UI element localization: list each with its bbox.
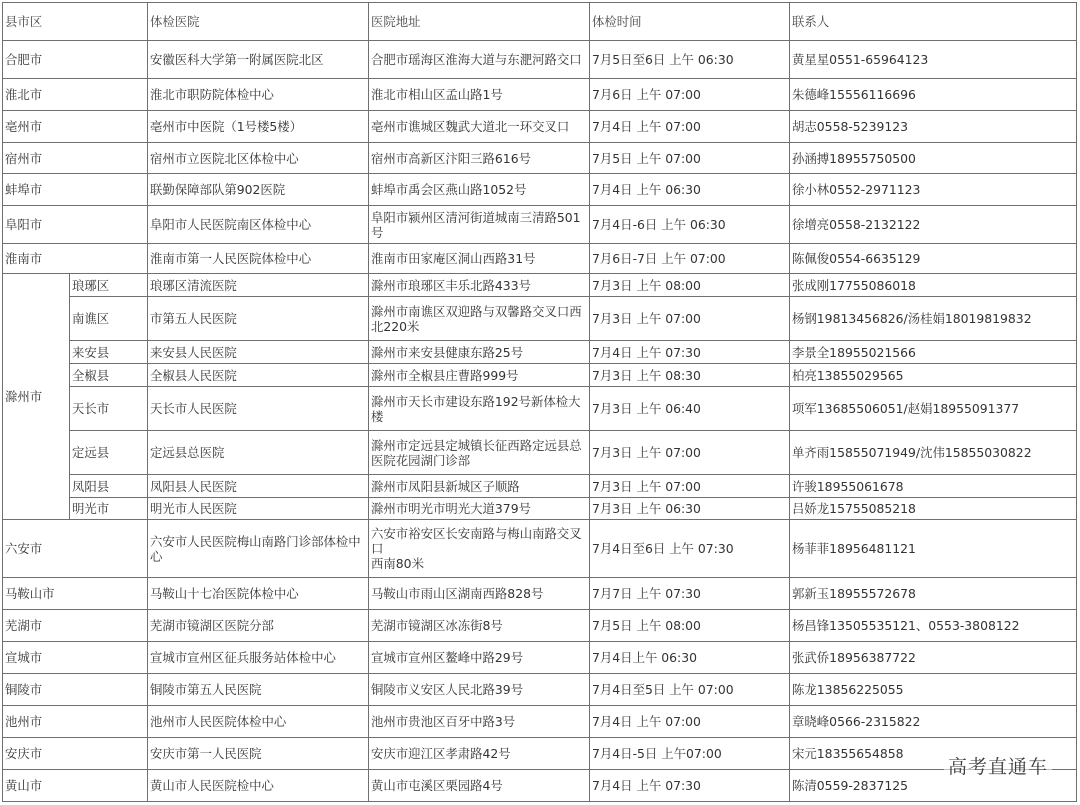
district-cell: 明光市 bbox=[70, 498, 148, 520]
contact-cell: 郭新玉18955572678 bbox=[790, 578, 1077, 610]
hospital-cell: 天长市人民医院 bbox=[148, 387, 369, 431]
district-cell: 全椒县 bbox=[70, 364, 148, 387]
table-row bbox=[3, 498, 1077, 520]
district-cell: 来安县 bbox=[70, 341, 148, 364]
city-cell: 黄山市 bbox=[3, 770, 148, 802]
table-row bbox=[3, 610, 1077, 642]
hospital-cell: 定远县总医院 bbox=[148, 431, 369, 475]
city-cell: 芜湖市 bbox=[3, 610, 148, 642]
time-cell: 7月4日-5日 上午07:00 bbox=[590, 738, 790, 770]
contact-cell: 朱德峰15556116696 bbox=[790, 79, 1077, 111]
hospital-cell: 宣城市宣州区征兵服务站体检中心 bbox=[148, 642, 369, 674]
city-cell: 铜陵市 bbox=[3, 674, 148, 706]
table-row bbox=[3, 387, 1077, 431]
hospital-cell: 铜陵市第五人民医院 bbox=[148, 674, 369, 706]
district-cell: 琅琊区 bbox=[70, 274, 148, 297]
city-cell: 六安市 bbox=[3, 520, 148, 578]
table-row bbox=[3, 41, 1077, 79]
time-cell: 7月6日 上午 07:00 bbox=[590, 79, 790, 111]
city-cell-chuzhou: 滁州市 bbox=[3, 274, 70, 520]
header-row bbox=[3, 3, 1077, 41]
city-cell: 安庆市 bbox=[3, 738, 148, 770]
city-cell: 宣城市 bbox=[3, 642, 148, 674]
table-row bbox=[3, 706, 1077, 738]
hospital-cell: 淮北市职防院体检中心 bbox=[148, 79, 369, 111]
city-cell: 阜阳市 bbox=[3, 206, 148, 244]
table-row bbox=[3, 244, 1077, 274]
city-cell: 亳州市 bbox=[3, 111, 148, 143]
district-cell: 定远县 bbox=[70, 431, 148, 475]
table-row bbox=[3, 642, 1077, 674]
district-cell: 凤阳县 bbox=[70, 475, 148, 498]
address-cell: 合肥市瑶海区淮海大道与东淝河路交口 bbox=[369, 41, 590, 79]
time-cell: 7月4日 上午 07:00 bbox=[590, 111, 790, 143]
city-cell: 合肥市 bbox=[3, 41, 148, 79]
hospital-cell: 安庆市第一人民医院 bbox=[148, 738, 369, 770]
hospital-cell: 芜湖市镜湖区医院分部 bbox=[148, 610, 369, 642]
time-cell: 7月4日 上午 07:00 bbox=[590, 706, 790, 738]
hospital-cell: 亳州市中医院（1号楼5楼） bbox=[148, 111, 369, 143]
table-row bbox=[3, 111, 1077, 143]
hospital-cell: 来安县人民医院 bbox=[148, 341, 369, 364]
table-row bbox=[3, 206, 1077, 244]
header-address: 医院地址 bbox=[369, 3, 590, 41]
time-cell: 7月5日 上午 08:00 bbox=[590, 610, 790, 642]
address-cell: 淮南市田家庵区洞山西路31号 bbox=[369, 244, 590, 274]
time-cell: 7月4日至6日 上午 07:30 bbox=[590, 520, 790, 578]
hospital-cell: 凤阳县人民医院 bbox=[148, 475, 369, 498]
contact-cell: 杨菲菲18956481121 bbox=[790, 520, 1077, 578]
hospital-cell: 宿州市立医院北区体检中心 bbox=[148, 143, 369, 174]
address-cell: 滁州市南谯区双迎路与双馨路交叉口西北220米 bbox=[369, 297, 590, 341]
contact-cell: 杨钢19813456826/汤桂娟18019819832 bbox=[790, 297, 1077, 341]
header-hospital: 体检医院 bbox=[148, 3, 369, 41]
table-row bbox=[3, 475, 1077, 498]
contact-cell: 胡志0558-5239123 bbox=[790, 111, 1077, 143]
hospital-cell: 明光市人民医院 bbox=[148, 498, 369, 520]
address-cell: 滁州市来安县健康东路25号 bbox=[369, 341, 590, 364]
table-row bbox=[3, 274, 1077, 297]
hospital-cell: 安徽医科大学第一附属医院北区 bbox=[148, 41, 369, 79]
contact-cell: 宋元18355654858 bbox=[790, 738, 1077, 770]
address-cell: 滁州市天长市建设东路192号新体检大楼 bbox=[369, 387, 590, 431]
time-cell: 7月3日 上午 08:30 bbox=[590, 364, 790, 387]
city-cell: 宿州市 bbox=[3, 143, 148, 174]
city-cell: 淮南市 bbox=[3, 244, 148, 274]
time-cell: 7月4日 上午 07:30 bbox=[590, 341, 790, 364]
address-cell: 池州市贵池区百牙中路3号 bbox=[369, 706, 590, 738]
hospital-cell: 阜阳市人民医院南区体检中心 bbox=[148, 206, 369, 244]
contact-cell: 李景全18955021566 bbox=[790, 341, 1077, 364]
time-cell: 7月4日 上午 06:30 bbox=[590, 174, 790, 206]
address-cell: 宿州市高新区汴阳三路616号 bbox=[369, 143, 590, 174]
contact-cell: 孙涵搏18955750500 bbox=[790, 143, 1077, 174]
contact-cell: 张成刚17755086018 bbox=[790, 274, 1077, 297]
time-cell: 7月5日至6日 上午 06:30 bbox=[590, 41, 790, 79]
time-cell: 7月4日-6日 上午 06:30 bbox=[590, 206, 790, 244]
address-cell: 亳州市谯城区魏武大道北一环交叉口 bbox=[369, 111, 590, 143]
address-cell: 滁州市明光市明光大道379号 bbox=[369, 498, 590, 520]
table-row bbox=[3, 143, 1077, 174]
hospital-cell: 琅琊区清流医院 bbox=[148, 274, 369, 297]
address-cell: 蚌埠市禹会区燕山路1052号 bbox=[369, 174, 590, 206]
table-row bbox=[3, 364, 1077, 387]
contact-cell: 徐小林0552-2971123 bbox=[790, 174, 1077, 206]
address-line: 西南80米 bbox=[371, 556, 424, 571]
table-row bbox=[3, 738, 1077, 770]
hospital-cell: 市第五人民医院 bbox=[148, 297, 369, 341]
header-contact: 联系人 bbox=[790, 3, 1077, 41]
contact-cell: 单齐雨15855071949/沈伟15855030822 bbox=[790, 431, 1077, 475]
address-cell: 滁州市全椒县庄曹路999号 bbox=[369, 364, 590, 387]
time-cell: 7月4日至5日 上午 07:00 bbox=[590, 674, 790, 706]
city-cell: 池州市 bbox=[3, 706, 148, 738]
city-cell: 淮北市 bbox=[3, 79, 148, 111]
address-cell: 阜阳市颍州区清河街道城南三清路501号 bbox=[369, 206, 590, 244]
hospital-cell: 黄山市人民医院检中心 bbox=[148, 770, 369, 802]
contact-cell: 吕娇龙15755085218 bbox=[790, 498, 1077, 520]
address-cell bbox=[369, 520, 590, 578]
address-cell: 安庆市迎江区孝肃路42号 bbox=[369, 738, 590, 770]
address-cell: 宣城市宣州区鳌峰中路29号 bbox=[369, 642, 590, 674]
address-cell: 铜陵市义安区人民北路39号 bbox=[369, 674, 590, 706]
time-cell: 7月3日 上午 07:00 bbox=[590, 297, 790, 341]
address-line: 六安市裕安区长安南路与梅山南路交叉口 bbox=[371, 526, 582, 556]
contact-cell: 张武侨18956387722 bbox=[790, 642, 1077, 674]
address-cell: 黄山市屯溪区栗园路4号 bbox=[369, 770, 590, 802]
time-cell: 7月3日 上午 07:00 bbox=[590, 475, 790, 498]
table-row bbox=[3, 341, 1077, 364]
time-cell: 7月7日 上午 07:30 bbox=[590, 578, 790, 610]
watermark-label: 高考直通车 bbox=[944, 752, 1052, 779]
address-cell: 芜湖市镜湖区冰冻街8号 bbox=[369, 610, 590, 642]
hospital-cell: 淮南市第一人民医院体检中心 bbox=[148, 244, 369, 274]
contact-cell: 徐增亮0558-2132122 bbox=[790, 206, 1077, 244]
table-row bbox=[3, 674, 1077, 706]
header-time: 体检时间 bbox=[590, 3, 790, 41]
city-cell: 蚌埠市 bbox=[3, 174, 148, 206]
time-cell: 7月4日上午 06:30 bbox=[590, 642, 790, 674]
contact-cell: 章晓峰0566-2315822 bbox=[790, 706, 1077, 738]
time-cell: 7月3日 上午 07:00 bbox=[590, 431, 790, 475]
time-cell: 7月3日 上午 06:40 bbox=[590, 387, 790, 431]
contact-cell: 杨昌锋13505535121、0553-3808122 bbox=[790, 610, 1077, 642]
table-row bbox=[3, 431, 1077, 475]
contact-cell: 陈清0559-2837125 bbox=[790, 770, 1077, 802]
contact-cell: 柏亮13855029565 bbox=[790, 364, 1077, 387]
hospital-cell: 全椒县人民医院 bbox=[148, 364, 369, 387]
contact-cell: 陈佩俊0554-6635129 bbox=[790, 244, 1077, 274]
contact-cell: 项军13685506051/赵娟18955091377 bbox=[790, 387, 1077, 431]
contact-cell: 陈龙13856225055 bbox=[790, 674, 1077, 706]
address-cell: 滁州市凤阳县新城区子顺路 bbox=[369, 475, 590, 498]
time-cell: 7月4日 上午 07:30 bbox=[590, 770, 790, 802]
contact-cell: 黄星星0551-65964123 bbox=[790, 41, 1077, 79]
city-cell: 马鞍山市 bbox=[3, 578, 148, 610]
hospital-cell: 马鞍山十七冶医院体检中心 bbox=[148, 578, 369, 610]
address-cell: 淮北市相山区孟山路1号 bbox=[369, 79, 590, 111]
hospital-cell: 联勤保障部队第902医院 bbox=[148, 174, 369, 206]
table-row bbox=[3, 520, 1077, 578]
time-cell: 7月3日 上午 06:30 bbox=[590, 498, 790, 520]
table-row bbox=[3, 770, 1077, 802]
hospital-cell: 池州市人民医院体检中心 bbox=[148, 706, 369, 738]
time-cell: 7月6日-7日 上午 07:00 bbox=[590, 244, 790, 274]
address-cell: 马鞍山市雨山区湖南西路828号 bbox=[369, 578, 590, 610]
physical-exam-schedule-table bbox=[2, 2, 1077, 802]
hospital-cell: 六安市人民医院梅山南路门诊部体检中心 bbox=[148, 520, 369, 578]
address-cell: 滁州市琅琊区丰乐北路433号 bbox=[369, 274, 590, 297]
time-cell: 7月5日 上午 07:00 bbox=[590, 143, 790, 174]
district-cell: 南谯区 bbox=[70, 297, 148, 341]
table-row bbox=[3, 578, 1077, 610]
time-cell: 7月3日 上午 08:00 bbox=[590, 274, 790, 297]
table-row bbox=[3, 297, 1077, 341]
table-row bbox=[3, 174, 1077, 206]
district-cell: 天长市 bbox=[70, 387, 148, 431]
contact-cell: 许骏18955061678 bbox=[790, 475, 1077, 498]
table-row bbox=[3, 79, 1077, 111]
address-cell: 滁州市定远县定城镇长征西路定远县总医院花园湖门诊部 bbox=[369, 431, 590, 475]
header-county: 县市区 bbox=[3, 3, 148, 41]
